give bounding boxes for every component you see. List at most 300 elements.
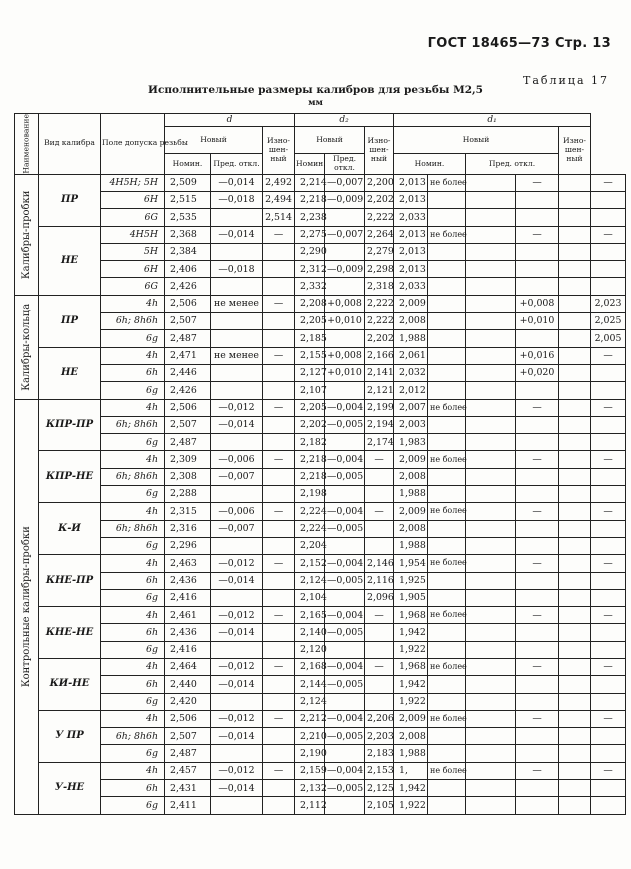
d-worn <box>263 624 295 641</box>
d1-worn <box>591 416 626 433</box>
d1-note <box>428 347 466 364</box>
d2-deviation: —0,007 <box>325 226 365 243</box>
table-row <box>15 174 626 191</box>
d-worn <box>263 676 295 693</box>
d1-note: не более <box>428 762 466 779</box>
gauge-kind: НЕ <box>39 226 101 295</box>
d1-new: Новый <box>394 127 559 154</box>
gauge-kind: У ПР <box>39 710 101 762</box>
d-nominal: 2,296 <box>165 537 211 554</box>
d1-deviation <box>516 468 559 485</box>
table-row <box>15 624 626 641</box>
table-row <box>15 555 626 572</box>
table-row <box>15 451 626 468</box>
d2-nominal: 2,290 <box>295 243 325 260</box>
d-worn <box>263 468 295 485</box>
d1-spacer <box>466 589 516 606</box>
d-nominal: 2,471 <box>165 347 211 364</box>
d1-spacer <box>466 641 516 658</box>
d-nominal: 2,507 <box>165 416 211 433</box>
d1-spacer <box>466 330 516 347</box>
d2-deviation: —0,005 <box>325 572 365 589</box>
d2-worn <box>365 676 394 693</box>
d2-dev: Пред. откл. <box>325 154 365 174</box>
table-row <box>15 693 626 710</box>
table-row <box>15 330 626 347</box>
d-deviation <box>211 330 263 347</box>
d1-deviation <box>516 572 559 589</box>
d-worn: 2,514 <box>263 209 295 226</box>
d1-worn: — <box>591 658 626 675</box>
d1-spacer <box>559 572 591 589</box>
d-worn <box>263 278 295 295</box>
d-deviation <box>211 313 263 330</box>
d1-worn <box>591 261 626 278</box>
d1-spacer <box>559 641 591 658</box>
d2-deviation: —0,005 <box>325 728 365 745</box>
group-label: Калибры-кольца <box>15 295 39 399</box>
d1-spacer <box>466 278 516 295</box>
d-nominal: 2,509 <box>165 174 211 191</box>
table-row <box>15 313 626 330</box>
d-worn: — <box>263 451 295 468</box>
gauge-kind: КПР-НЕ <box>39 451 101 503</box>
d2-deviation <box>325 745 365 762</box>
d1-deviation <box>516 278 559 295</box>
tolerance-cell: 4h <box>101 710 165 727</box>
d1-note <box>428 434 466 451</box>
d1-spacer <box>559 693 591 710</box>
d2-worn: 2,200 <box>365 174 394 191</box>
d1-worn <box>591 243 626 260</box>
d1-spacer <box>559 676 591 693</box>
table-row <box>15 261 626 278</box>
d1-spacer <box>559 174 591 191</box>
d1-spacer <box>466 745 516 762</box>
gauge-kind: У-НЕ <box>39 762 101 814</box>
d-nominal: 2,420 <box>165 693 211 710</box>
d1-worn <box>591 676 626 693</box>
d1-nominal: 2,013 <box>394 191 428 208</box>
d2-deviation: +0,008 <box>325 347 365 364</box>
d1-deviation: +0,008 <box>516 295 559 312</box>
tolerance-cell: 6g <box>101 797 165 814</box>
d2-worn: 2,203 <box>365 728 394 745</box>
d1-nominal: 2,008 <box>394 313 428 330</box>
d2-nominal: 2,104 <box>295 589 325 606</box>
d1-deviation <box>516 243 559 260</box>
d-deviation <box>211 797 263 814</box>
table-row <box>15 434 626 451</box>
table-row <box>15 572 626 589</box>
d2-deviation: —0,004 <box>325 503 365 520</box>
d1-nominal: 2,008 <box>394 468 428 485</box>
d2-worn <box>365 520 394 537</box>
d2-deviation <box>325 209 365 226</box>
d-worn <box>263 797 295 814</box>
d-worn: — <box>263 555 295 572</box>
d1-deviation: +0,020 <box>516 364 559 381</box>
d1-spacer <box>559 416 591 433</box>
d1-nominal: 1,942 <box>394 624 428 641</box>
d2-nominal: 2,185 <box>295 330 325 347</box>
d-deviation: —0,014 <box>211 780 263 797</box>
d-nominal: 2,515 <box>165 191 211 208</box>
d2-nominal: 2,312 <box>295 261 325 278</box>
table-row <box>15 745 626 762</box>
d2-nom: Номин. <box>295 154 325 174</box>
d1-worn <box>591 780 626 797</box>
d-nominal: 2,316 <box>165 520 211 537</box>
d2-nominal: 2,202 <box>295 416 325 433</box>
d2-nominal: 2,224 <box>295 503 325 520</box>
d1-spacer <box>466 607 516 624</box>
d1-note: не более <box>428 710 466 727</box>
d1-deviation: — <box>516 503 559 520</box>
tolerance-cell: 6h; 8h6h <box>101 313 165 330</box>
d1-deviation: — <box>516 762 559 779</box>
d2-nominal: 2,168 <box>295 658 325 675</box>
d2-deviation: +0,008 <box>325 295 365 312</box>
group-label: Контрольные калибры-пробки <box>15 399 39 814</box>
gauge-kind: КНЕ-НЕ <box>39 607 101 659</box>
d1-nominal: 1,983 <box>394 434 428 451</box>
table-row <box>15 243 626 260</box>
col-d2: d₂ <box>295 114 394 127</box>
d1-nominal: 1,988 <box>394 486 428 503</box>
d1-spacer <box>559 624 591 641</box>
tolerance-cell: 6h; 8h6h <box>101 468 165 485</box>
dimensions-table <box>14 113 626 815</box>
d-worn <box>263 589 295 606</box>
d1-worn: — <box>591 451 626 468</box>
d1-worn: — <box>591 226 626 243</box>
d2-worn <box>365 624 394 641</box>
d1-spacer <box>559 780 591 797</box>
d-nominal: 2,368 <box>165 226 211 243</box>
d2-worn <box>365 468 394 485</box>
d1-spacer <box>559 486 591 503</box>
tolerance-cell: 4H5H <box>101 226 165 243</box>
table-row <box>15 486 626 503</box>
d2-worn: — <box>365 607 394 624</box>
d-deviation: —0,018 <box>211 261 263 278</box>
d-deviation <box>211 382 263 399</box>
d1-spacer <box>559 434 591 451</box>
d1-deviation <box>516 589 559 606</box>
d1-spacer <box>559 399 591 416</box>
d1-nominal: 2,033 <box>394 278 428 295</box>
d1-spacer <box>559 451 591 468</box>
d2-worn: 2,146 <box>365 555 394 572</box>
d1-note: не более <box>428 607 466 624</box>
d1-spacer <box>466 728 516 745</box>
d-nominal: 2,506 <box>165 295 211 312</box>
col-name: Наименование <box>15 114 39 175</box>
d1-note <box>428 278 466 295</box>
d1-spacer <box>559 797 591 814</box>
d1-nominal: 1,922 <box>394 693 428 710</box>
d1-spacer <box>466 226 516 243</box>
tolerance-cell: 4h <box>101 451 165 468</box>
d1-note: не более <box>428 174 466 191</box>
d2-deviation: —0,009 <box>325 261 365 278</box>
d1-deviation <box>516 261 559 278</box>
d2-nominal: 2,120 <box>295 641 325 658</box>
d2-nominal: 2,127 <box>295 364 325 381</box>
d-worn <box>263 780 295 797</box>
d1-spacer <box>466 572 516 589</box>
d2-worn: 2,279 <box>365 243 394 260</box>
d1-nominal: 1,988 <box>394 537 428 554</box>
d1-nominal: 1,922 <box>394 797 428 814</box>
tolerance-cell: 6h <box>101 624 165 641</box>
d2-deviation: —0,005 <box>325 468 365 485</box>
tolerance-cell: 6h <box>101 364 165 381</box>
d-deviation: —0,014 <box>211 728 263 745</box>
d2-deviation: —0,005 <box>325 780 365 797</box>
d1-spacer <box>559 710 591 727</box>
table-row <box>15 347 626 364</box>
d1-nominal: 2,012 <box>394 382 428 399</box>
d1-nom: Номин. <box>394 154 466 174</box>
d-nominal: 2,406 <box>165 261 211 278</box>
tolerance-cell: 4H5H; 5H <box>101 174 165 191</box>
d1-note <box>428 191 466 208</box>
d1-note: не более <box>428 226 466 243</box>
d1-deviation: — <box>516 451 559 468</box>
d1-worn: — <box>591 503 626 520</box>
d-deviation <box>211 243 263 260</box>
d-worn <box>263 261 295 278</box>
d1-nominal: 2,003 <box>394 416 428 433</box>
d2-worn: 2,096 <box>365 589 394 606</box>
tolerance-cell: 6g <box>101 382 165 399</box>
d1-note <box>428 364 466 381</box>
table-number: Таблица 17 <box>523 74 609 87</box>
d1-spacer <box>466 537 516 554</box>
d1-spacer <box>466 520 516 537</box>
d2-nominal: 2,218 <box>295 191 325 208</box>
tolerance-cell: 6g <box>101 330 165 347</box>
d1-deviation <box>516 780 559 797</box>
d1-worn <box>591 537 626 554</box>
d1-nominal: 2,032 <box>394 364 428 381</box>
tolerance-cell: 4h <box>101 399 165 416</box>
d1-note: не более <box>428 451 466 468</box>
d-deviation: —0,012 <box>211 762 263 779</box>
d1-deviation: — <box>516 658 559 675</box>
d2-nominal: 2,210 <box>295 728 325 745</box>
tolerance-cell: 6g <box>101 693 165 710</box>
d1-note <box>428 797 466 814</box>
d2-new: Новый <box>295 127 365 154</box>
d1-note <box>428 520 466 537</box>
d1-note <box>428 693 466 710</box>
d2-deviation: —0,005 <box>325 676 365 693</box>
d2-worn: 2,105 <box>365 797 394 814</box>
d1-deviation <box>516 797 559 814</box>
d1-worn <box>591 209 626 226</box>
tolerance-cell: 6g <box>101 537 165 554</box>
d2-nominal: 2,275 <box>295 226 325 243</box>
tolerance-cell: 6g <box>101 745 165 762</box>
d-deviation <box>211 589 263 606</box>
d1-note <box>428 589 466 606</box>
d1-spacer <box>466 364 516 381</box>
d2-deviation: —0,005 <box>325 520 365 537</box>
d2-nominal: 2,124 <box>295 572 325 589</box>
d1-spacer <box>559 330 591 347</box>
d-worn: — <box>263 295 295 312</box>
tolerance-cell: 4h <box>101 295 165 312</box>
d-deviation: —0,007 <box>211 520 263 537</box>
d-deviation <box>211 641 263 658</box>
d1-spacer <box>559 191 591 208</box>
d1-deviation <box>516 520 559 537</box>
d1-nominal: 2,033 <box>394 209 428 226</box>
d-nominal: 2,426 <box>165 278 211 295</box>
d1-worn <box>591 364 626 381</box>
d2-deviation: —0,004 <box>325 451 365 468</box>
d2-worn: 2,116 <box>365 572 394 589</box>
d-deviation <box>211 209 263 226</box>
d2-worn <box>365 537 394 554</box>
d2-nominal: 2,112 <box>295 797 325 814</box>
d1-spacer <box>466 658 516 675</box>
table-row <box>15 191 626 208</box>
d2-deviation: —0,009 <box>325 191 365 208</box>
d1-spacer <box>466 382 516 399</box>
col-d1: d₁ <box>394 114 591 127</box>
d-worn <box>263 486 295 503</box>
d1-deviation: — <box>516 710 559 727</box>
d2-nominal: 2,212 <box>295 710 325 727</box>
d1-nominal: 2,013 <box>394 261 428 278</box>
d1-nominal: 1,942 <box>394 780 428 797</box>
d2-deviation: —0,004 <box>325 762 365 779</box>
d1-spacer <box>559 209 591 226</box>
d1-deviation <box>516 416 559 433</box>
d1-deviation: +0,016 <box>516 347 559 364</box>
d1-nominal: 1,968 <box>394 607 428 624</box>
d1-deviation: +0,010 <box>516 313 559 330</box>
d1-nominal: 1,954 <box>394 555 428 572</box>
d1-spacer <box>559 607 591 624</box>
d1-spacer <box>559 243 591 260</box>
d-nominal: 2,535 <box>165 209 211 226</box>
tolerance-cell: 5H <box>101 243 165 260</box>
d-nominal: 2,463 <box>165 555 211 572</box>
d-nominal: 2,436 <box>165 624 211 641</box>
table-row <box>15 520 626 537</box>
d1-deviation <box>516 330 559 347</box>
d1-spacer <box>466 174 516 191</box>
d-deviation <box>211 364 263 381</box>
d-deviation <box>211 693 263 710</box>
d1-deviation <box>516 641 559 658</box>
table-body <box>15 174 626 814</box>
d1-worn <box>591 434 626 451</box>
d-worn: — <box>263 607 295 624</box>
d1-deviation <box>516 382 559 399</box>
col-d: d <box>165 114 295 127</box>
tolerance-cell: 6H <box>101 191 165 208</box>
d2-deviation: +0,010 <box>325 364 365 381</box>
d-deviation <box>211 745 263 762</box>
d-nominal: 2,506 <box>165 399 211 416</box>
d-nominal: 2,506 <box>165 710 211 727</box>
gauge-kind: К-И <box>39 503 101 555</box>
d1-spacer <box>466 503 516 520</box>
d1-spacer <box>466 347 516 364</box>
d1-deviation <box>516 745 559 762</box>
d1-worn <box>591 589 626 606</box>
d-deviation: —0,018 <box>211 191 263 208</box>
d-nominal: 2,487 <box>165 330 211 347</box>
d1-worn: 2,023 <box>591 295 626 312</box>
d1-note <box>428 780 466 797</box>
d-worn <box>263 537 295 554</box>
d1-spacer <box>559 589 591 606</box>
d-nominal: 2,431 <box>165 780 211 797</box>
d1-worn <box>591 624 626 641</box>
d2-nominal: 2,224 <box>295 520 325 537</box>
d-nominal: 2,426 <box>165 382 211 399</box>
d1-worn <box>591 278 626 295</box>
d-deviation: —0,012 <box>211 710 263 727</box>
d1-spacer <box>466 243 516 260</box>
d-worn: 2,492 <box>263 174 295 191</box>
d2-worn <box>365 486 394 503</box>
d2-worn: 2,298 <box>365 261 394 278</box>
d2-worn: 2,183 <box>365 745 394 762</box>
d-worn <box>263 745 295 762</box>
d1-note <box>428 745 466 762</box>
d-deviation: не менее <box>211 295 263 312</box>
d-nominal: 2,461 <box>165 607 211 624</box>
d1-spacer <box>466 399 516 416</box>
d1-note: не более <box>428 658 466 675</box>
tolerance-cell: 4h <box>101 607 165 624</box>
d1-deviation <box>516 693 559 710</box>
d2-worn: Изно-шен-ный <box>365 127 394 174</box>
d2-deviation <box>325 243 365 260</box>
tolerance-cell: 6g <box>101 641 165 658</box>
table-row <box>15 503 626 520</box>
table-row <box>15 676 626 693</box>
tolerance-cell: 6h <box>101 780 165 797</box>
d1-nominal: 1,968 <box>394 658 428 675</box>
d2-deviation: —0,007 <box>325 174 365 191</box>
d2-worn: 2,125 <box>365 780 394 797</box>
d1-spacer <box>559 364 591 381</box>
d-deviation: —0,014 <box>211 226 263 243</box>
d1-note: не более <box>428 555 466 572</box>
col-kind: Вид калибра <box>39 114 101 175</box>
d1-worn <box>591 745 626 762</box>
col-tolerance: Поле допуска резьбы <box>101 114 165 175</box>
d1-worn <box>591 572 626 589</box>
d2-nominal: 2,205 <box>295 313 325 330</box>
d2-nominal: 2,238 <box>295 209 325 226</box>
d2-worn: 2,222 <box>365 313 394 330</box>
table-row <box>15 278 626 295</box>
d2-worn: — <box>365 503 394 520</box>
d-deviation <box>211 434 263 451</box>
d1-spacer <box>466 693 516 710</box>
d-worn <box>263 693 295 710</box>
